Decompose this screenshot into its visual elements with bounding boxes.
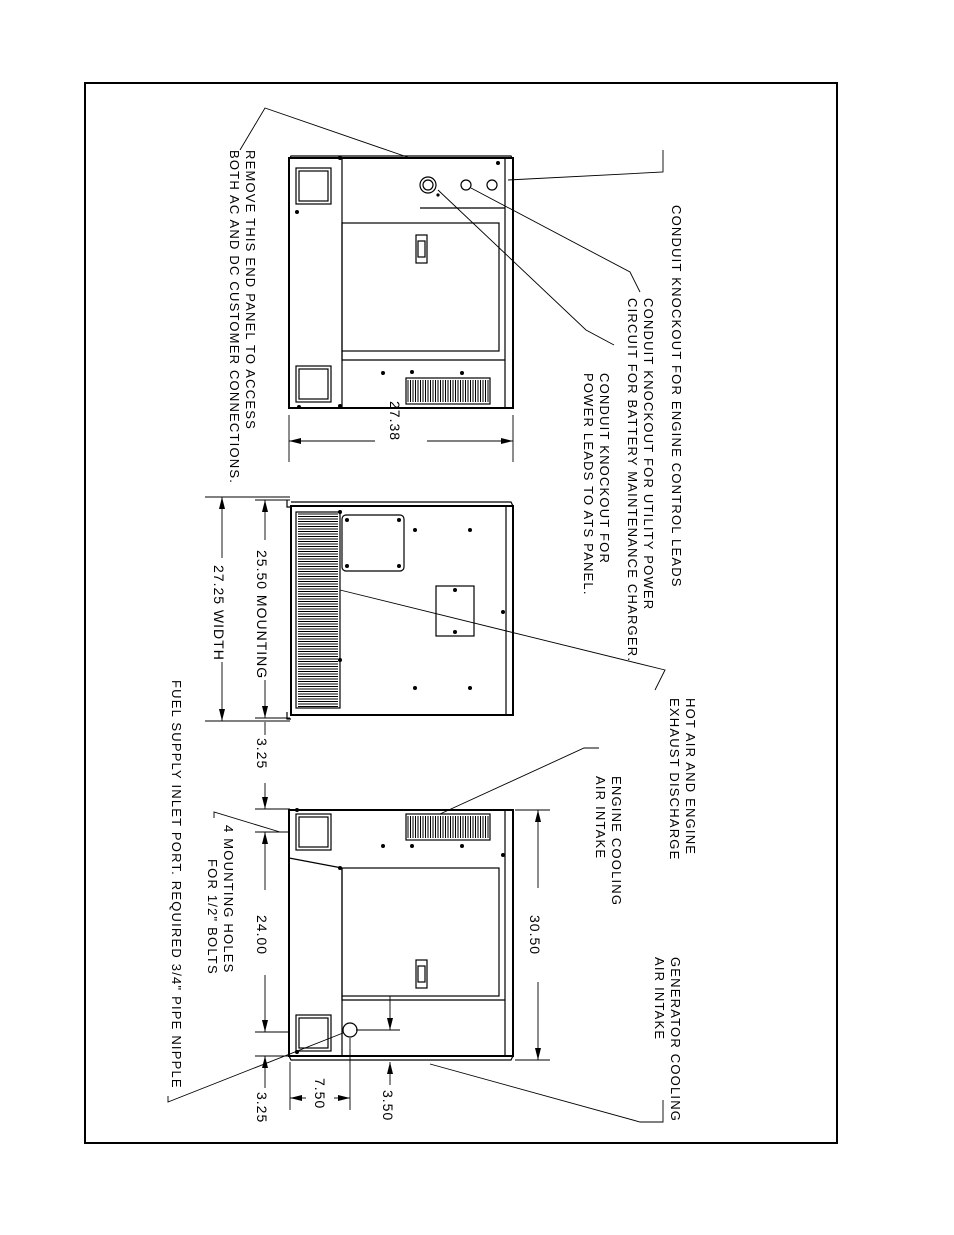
engine-air-louver-end (406, 378, 490, 404)
dim-fuel-height (356, 996, 400, 1121)
label-remove-panel-line2: BOTH AC AND DC CUSTOMER CONNECTIONS. (227, 150, 242, 485)
label-ats-line1: CONDUIT KNOCKOUT FOR (597, 373, 612, 565)
dim-front-height (515, 810, 550, 1060)
label-generator-cooling-line1: GENERATOR COOLING (668, 957, 683, 1123)
side-view (287, 500, 513, 719)
label-mounting-holes-line1: 4 MOUNTING HOLES (221, 825, 236, 974)
dim-fuel-offset (290, 1038, 350, 1110)
dim-label-27-38: 27.38 (387, 401, 403, 442)
label-mounting-holes-line2: FOR 1/2" BOLTS (205, 859, 220, 975)
dim-label-7-50: 7.50 (312, 1078, 328, 1110)
dim-offset-top (254, 722, 290, 809)
label-remove-panel-line1: REMOVE THIS END PANEL TO ACCESS (243, 150, 258, 430)
label-hot-air-line1: HOT AIR AND ENGINE (683, 698, 698, 856)
label-hot-air-line2: EXHAUST DISCHARGE (667, 698, 682, 861)
dim-label-mounting: 25.50 MOUNTING (254, 550, 270, 680)
label-generator-cooling-line2: AIR INTAKE (652, 957, 667, 1041)
dim-mounting-width (205, 497, 290, 721)
dim-label-30-50: 30.50 (527, 915, 543, 956)
dim-27-38 (289, 401, 513, 462)
engine-air-louver-front (406, 814, 490, 840)
label-engine-cooling-line1: ENGINE COOLING (609, 776, 624, 907)
label-utility-power-line1: CONDUIT KNOCKOUT FOR UTILITY POWER (641, 298, 656, 611)
label-fuel-supply: FUEL SUPPLY INLET PORT. REQUIRED 3/4" PIPE NIPPLE (169, 680, 184, 1089)
dim-label-width: 27.25 WIDTH (211, 565, 227, 661)
dim-label-24-00: 24.00 (254, 915, 270, 956)
dim-label-3-25-bottom: 3.25 (254, 1092, 270, 1124)
dim-mount-spacing (254, 832, 290, 1032)
hot-air-exhaust-louver (296, 512, 340, 708)
front-view (289, 808, 513, 1060)
dim-label-3-50: 3.50 (380, 1090, 396, 1122)
fuel-inlet-port (343, 1023, 357, 1037)
label-utility-power-line2: CIRCUIT FOR BATTERY MAINTENANCE CHARGER. (625, 298, 640, 663)
label-engine-control-leads: CONDUIT KNOCKOUT FOR ENGINE CONTROL LEADS (669, 205, 684, 588)
label-engine-cooling-line2: AIR INTAKE (593, 776, 608, 860)
end-panel-view (289, 156, 513, 409)
label-ats-line2: POWER LEADS TO ATS PANEL. (581, 373, 596, 596)
dim-label-offset-top: 3.25 (254, 738, 270, 770)
